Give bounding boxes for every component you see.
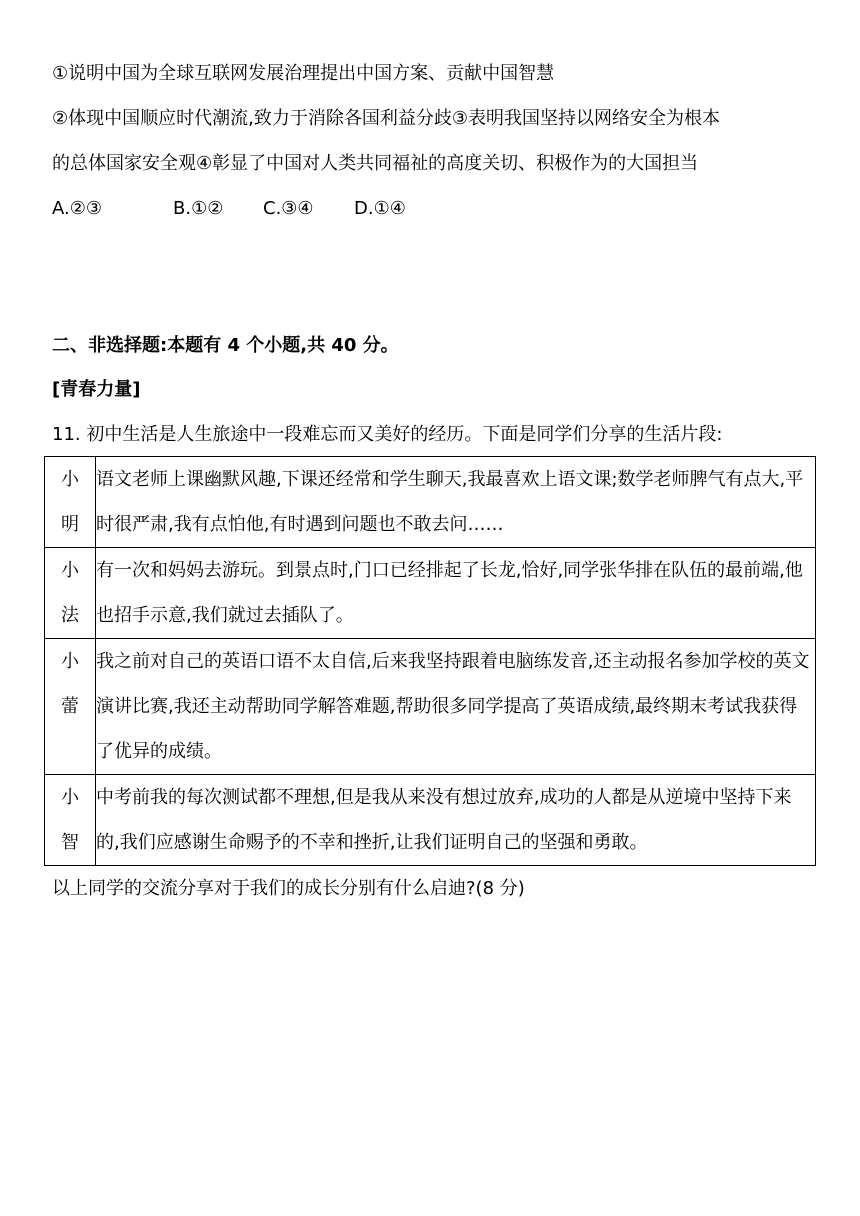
student-name: 小法	[61, 560, 79, 626]
answer-choices	[52, 194, 822, 224]
question-prompt: 以上同学的交流分享对于我们的成长分别有什么启迪?(8 分)	[52, 878, 525, 899]
student-name: 小智	[61, 787, 79, 853]
table-row	[45, 457, 816, 548]
choice-a: A.②③	[52, 198, 102, 219]
student-name: 小蕾	[61, 651, 79, 717]
sharing-text-cell: 有一次和妈妈去游玩。到景点时,门口已经排起了长龙,恰好,同学张华排在队伍的最前端,他也招手示意,我们就过去插队了。	[96, 548, 816, 639]
sharing-text-cell: 语文老师上课幽默风趣,下课还经常和学生聊天,我最喜欢上语文课;数学老师脾气有点大,平时很严肃,我有点怕他,有时遇到问题也不敢去问……	[96, 457, 816, 548]
student-name-cell	[45, 775, 96, 866]
subsection-heading: [青春力量]	[52, 379, 141, 400]
sharing-text-cell: 我之前对自己的英语口语不太自信,后来我坚持跟着电脑练发音,还主动报名参加学校的英文演讲比赛,我还主动帮助同学解答难题,帮助很多同学提高了英语成绩,最终期末考试我获得了优异的成绩。	[96, 639, 816, 775]
sharing-text-cell: 中考前我的每次测试都不理想,但是我从来没有想过放弃,成功的人都是从逆境中坚持下来的,我们应感谢生命赐予的不幸和挫折,让我们证明自己的坚强和勇敢。	[96, 775, 816, 866]
table-row	[45, 548, 816, 639]
student-name-cell	[45, 639, 96, 775]
student-name-cell	[45, 548, 96, 639]
statement-2-line-1: ②体现中国顺应时代潮流,致力于消除各国利益分歧③表明我国坚持以网络安全为根本	[52, 108, 720, 129]
table-row	[45, 775, 816, 866]
table-row	[45, 639, 816, 775]
student-name: 小明	[61, 469, 79, 535]
choice-b: B.①②	[173, 198, 224, 219]
student-name-cell	[45, 457, 96, 548]
choice-c: C.③④	[263, 198, 314, 219]
choice-d: D.①④	[354, 198, 406, 219]
statement-1: ①说明中国为全球互联网发展治理提出中国方案、贡献中国智慧	[52, 63, 555, 84]
statement-2-line-2: 的总体国家安全观④彰显了中国对人类共同福祉的高度关切、积极作为的大国担当	[52, 153, 699, 174]
question-11: 11. 初中生活是人生旅途中一段难忘而又美好的经历。下面是同学们分享的生活片段:	[52, 424, 723, 445]
sharing-table	[44, 456, 816, 866]
section-heading: 二、非选择题:本题有 4 个小题,共 40 分。	[52, 335, 399, 356]
